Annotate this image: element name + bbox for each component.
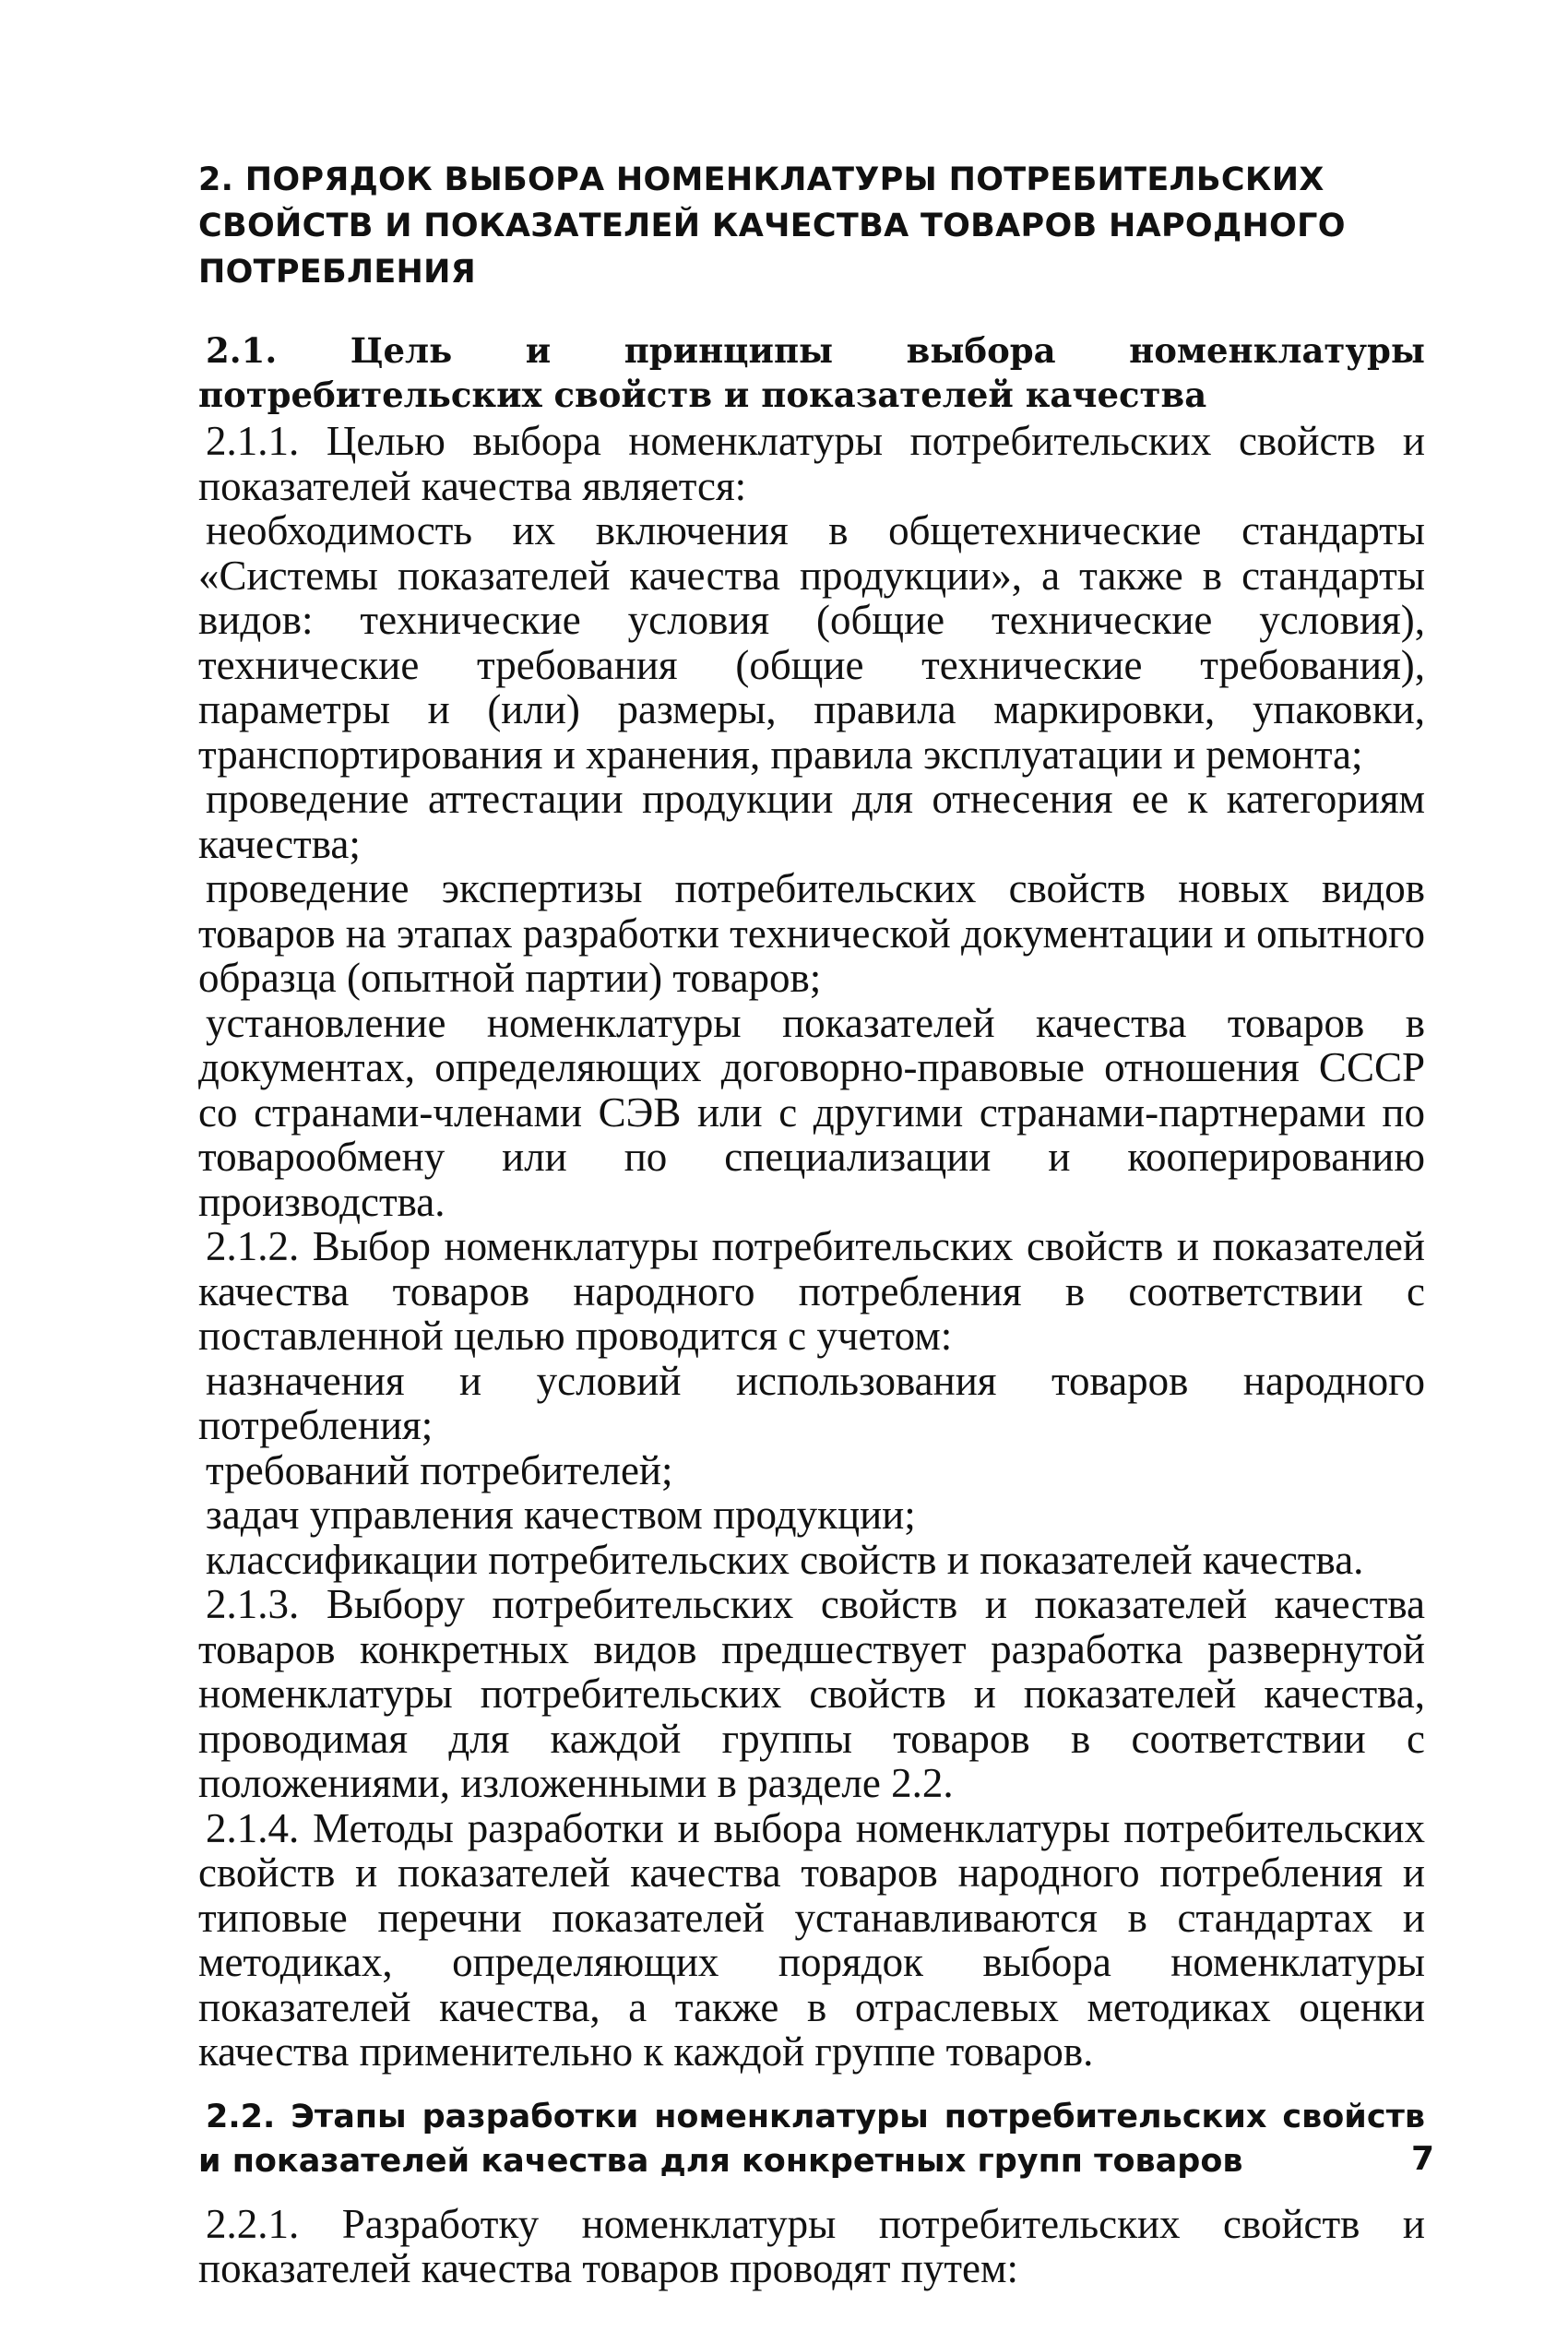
clause-2-1-1-item-2: проведение аттестации продукции для отнесения ее к категориям качества; — [198, 776, 1425, 867]
clause-2-1-2-item-2: требований потребителей; — [206, 1446, 673, 1493]
section-title: 2. ПОРЯДОК ВЫБОРА НОМЕНКЛАТУРЫ ПОТРЕБИТЕЛЬСКИХ СВОЙСТВ И ПОКАЗАТЕЛЕЙ КАЧЕСТВА ТОВАРОВ НАРОДНОГО ПОТРЕБЛЕНИЯ — [198, 161, 1346, 291]
subsection-2-2-heading: 2.2. Этапы разработки номенклатуры потребительских свойств и показателей качества для конкретных групп товаров — [198, 2098, 1425, 2180]
clause-2-1-1-item-3: проведение экспертизы потребительских свойств новых видов товаров на этапах разработки технической документации и опытного образца (опытной партии) товаров; — [198, 865, 1425, 1001]
clause-2-1-2: 2.1.2. Выбор номенклатуры потребительских свойств и показателей качества товаров народного потребления в соответствии с поставленной целью проводится с учетом: — [198, 1223, 1425, 1359]
clause-2-1-2-item-3: задач управления качеством продукции; — [206, 1492, 916, 1538]
clause-2-1-1: 2.1.1. Целью выбора номенклатуры потребительских свойств и показателей качества является: — [198, 418, 1425, 509]
clause-2-1-1-item-4: установление номенклатуры показателей качества товаров в документах, определяющих договорно-правовые отношения СССР со странами-членами СЭВ или с другими странами-партнерами по товарообмену или по специализации и кооперированию производства. — [198, 999, 1425, 1225]
page-number: 7 — [1411, 2140, 1435, 2178]
clause-2-1-2-item-4: классификации потребительских свойств и показателей качества. — [206, 1536, 1364, 1583]
subsection-2-1-heading: 2.1. Цель и принципы выбора номенклатуры потребительских свойств и показателей качества — [198, 330, 1425, 415]
clause-2-1-1-item-1: необходимость их включения в общетехнические стандарты «Системы показателей качества продукции», а также в стандарты видов: технические условия (общие технические условия), технические требования (общие технические требования), параметры и (или) размеры, правила маркировки, упаковки, транспортирования и хранения, правила эксплуатации и ремонта; — [198, 507, 1425, 778]
clause-2-1-3: 2.1.3. Выбору потребительских свойств и показателей качества товаров конкретных видов предшествует разработка развернутой номенклатуры потребительских свойств и показателей качества, проводимая для каждой группы товаров в соответствии с положениями, изложенными в разделе 2.2. — [198, 1581, 1425, 1806]
document-page — [198, 157, 1425, 2291]
clause-2-2-1: 2.2.1. Разработку номенклатуры потребительских свойств и показателей качества товаров проводят путем: — [198, 2200, 1425, 2291]
clause-2-1-4: 2.1.4. Методы разработки и выбора номенклатуры потребительских свойств и показателей качества товаров народного потребления и типовые перечни показателей устанавливаются в стандартах и методиках, определяющих порядок выбора номенклатуры показателей качества, а также в отраслевых методиках оценки качества применительно к каждой группе товаров. — [198, 1804, 1425, 2075]
clause-2-1-2-item-1: назначения и условий использования товаров народного потребления; — [198, 1357, 1425, 1448]
